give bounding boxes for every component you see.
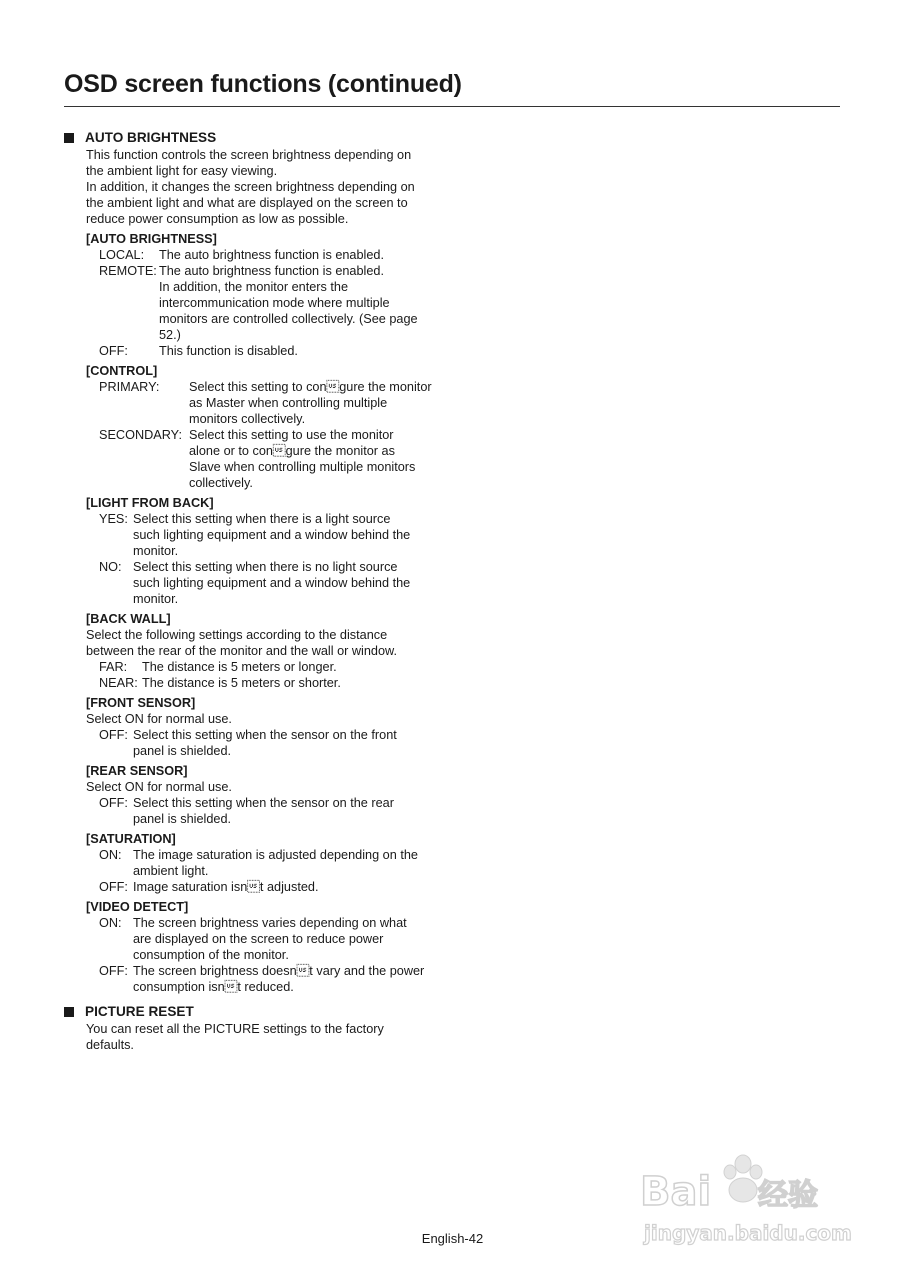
option-desc bbox=[133, 963, 444, 995]
option-off bbox=[99, 727, 444, 759]
option-on bbox=[99, 915, 444, 963]
option-desc: Image saturation isn t adjusted. bbox=[133, 880, 319, 894]
option-on bbox=[99, 847, 444, 879]
desc-line: Select this setting when there is no light source bbox=[133, 560, 398, 574]
option-secondary bbox=[99, 427, 444, 491]
back-wall-options bbox=[86, 659, 444, 691]
svg-text:经验: 经验 bbox=[758, 1178, 818, 1213]
option-desc bbox=[133, 511, 444, 559]
video-detect-options bbox=[86, 915, 444, 995]
desc-line: such lighting equipment and a window behind the bbox=[133, 528, 411, 542]
saturation-options bbox=[86, 847, 444, 895]
content-column bbox=[64, 129, 444, 1053]
desc-line: The screen brightness doesn t vary and the power bbox=[133, 964, 425, 978]
title-rule bbox=[64, 106, 840, 107]
subheading-back-wall: [BACK WALL] bbox=[86, 612, 171, 626]
picture-reset-body bbox=[64, 1021, 444, 1053]
option-term: OFF: bbox=[99, 344, 128, 358]
option-term: REMOTE: bbox=[99, 264, 157, 278]
desc-line: 52.) bbox=[159, 328, 181, 342]
option-primary bbox=[99, 379, 444, 427]
option-desc bbox=[133, 847, 444, 879]
desc-line: monitor. bbox=[133, 544, 179, 558]
option-off bbox=[99, 879, 444, 895]
intro-line: Select ON for normal use. bbox=[86, 780, 232, 794]
desc-line: intercommunication mode where multiple bbox=[159, 296, 390, 310]
body-line: You can reset all the PICTURE settings to the factory bbox=[86, 1022, 384, 1036]
option-desc: The distance is 5 meters or shorter. bbox=[142, 676, 341, 690]
option-yes bbox=[99, 511, 444, 559]
option-desc bbox=[189, 379, 444, 427]
section-heading-auto-brightness bbox=[64, 129, 444, 147]
square-bullet-icon bbox=[64, 1007, 74, 1017]
square-bullet-icon bbox=[64, 133, 74, 143]
option-off bbox=[99, 795, 444, 827]
light-from-back-options bbox=[86, 511, 444, 607]
subheading-saturation: [SATURATION] bbox=[86, 832, 176, 846]
subheading-rear-sensor: [REAR SENSOR] bbox=[86, 764, 188, 778]
option-term: ON: bbox=[99, 848, 122, 862]
option-term: OFF: bbox=[99, 728, 128, 742]
option-term: FAR: bbox=[99, 660, 128, 674]
desc-line: Select this setting when there is a light source bbox=[133, 512, 391, 526]
option-desc: The distance is 5 meters or longer. bbox=[142, 660, 337, 674]
control-options bbox=[86, 379, 444, 491]
option-term: LOCAL: bbox=[99, 248, 145, 262]
page-number: English-42 bbox=[421, 1231, 484, 1246]
desc-line: monitors collectively. bbox=[189, 412, 306, 426]
subheading-video-detect: [VIDEO DETECT] bbox=[86, 900, 189, 914]
svg-text:jingyan.baidu.com: jingyan.baidu.com bbox=[644, 1221, 852, 1245]
desc-line: Slave when controlling multiple monitors bbox=[189, 460, 416, 474]
option-off bbox=[99, 343, 444, 359]
intro-line: between the rear of the monitor and the wall or window. bbox=[86, 644, 398, 658]
option-local bbox=[99, 247, 444, 263]
desc-line: In addition, the monitor enters the bbox=[159, 280, 349, 294]
svg-text:Bai: Bai bbox=[640, 1169, 712, 1215]
intro-line: reduce power consumption as low as possible. bbox=[86, 212, 349, 226]
desc-line: consumption isn t reduced. bbox=[133, 980, 294, 994]
page-title: OSD screen functions (continued) bbox=[64, 70, 462, 98]
desc-line: Select this setting to use the monitor bbox=[189, 428, 394, 442]
option-remote bbox=[99, 263, 444, 343]
desc-line: The image saturation is adjusted depending on the bbox=[133, 848, 418, 862]
desc-line: monitors are controlled collectively. (See page bbox=[159, 312, 418, 326]
option-term: PRIMARY: bbox=[99, 380, 160, 394]
desc-line: collectively. bbox=[189, 476, 253, 490]
intro-line: Select the following settings according to the distance bbox=[86, 628, 388, 642]
desc-line: as Master when controlling multiple bbox=[189, 396, 388, 410]
option-no bbox=[99, 559, 444, 607]
option-desc: The auto brightness function is enabled. bbox=[159, 248, 384, 262]
option-term: SECONDARY: bbox=[99, 428, 182, 442]
subheading-control: [CONTROL] bbox=[86, 364, 158, 378]
option-desc bbox=[133, 795, 444, 827]
option-desc bbox=[159, 263, 444, 343]
option-far bbox=[99, 659, 444, 675]
option-desc bbox=[189, 427, 444, 491]
desc-line: panel is shielded. bbox=[133, 812, 232, 826]
option-term: NEAR: bbox=[99, 676, 138, 690]
section-heading-text: PICTURE RESET bbox=[85, 1004, 194, 1019]
desc-line: The auto brightness function is enabled. bbox=[159, 264, 384, 278]
option-term: OFF: bbox=[99, 880, 128, 894]
option-desc bbox=[133, 559, 444, 607]
subheading-auto-brightness: [AUTO BRIGHTNESS] bbox=[86, 232, 217, 246]
desc-line: alone or to con gure the monitor as bbox=[189, 444, 395, 458]
desc-line: The screen brightness varies depending on what bbox=[133, 916, 407, 930]
intro-line: the ambient light and what are displayed on the screen to bbox=[86, 196, 408, 210]
section-heading-text: AUTO BRIGHTNESS bbox=[85, 130, 217, 145]
option-off bbox=[99, 963, 444, 995]
option-near bbox=[99, 675, 444, 691]
subheading-light-from-back: [LIGHT FROM BACK] bbox=[86, 496, 214, 510]
section-heading-picture-reset bbox=[64, 1003, 444, 1021]
desc-line: such lighting equipment and a window behind the bbox=[133, 576, 411, 590]
intro-line: In addition, it changes the screen brightness depending on bbox=[86, 180, 415, 194]
desc-line: are displayed on the screen to reduce power bbox=[133, 932, 384, 946]
option-desc bbox=[133, 727, 444, 759]
option-desc: This function is disabled. bbox=[159, 344, 298, 358]
option-term: OFF: bbox=[99, 796, 128, 810]
desc-line: monitor. bbox=[133, 592, 179, 606]
option-term: YES: bbox=[99, 512, 128, 526]
desc-line: consumption of the monitor. bbox=[133, 948, 289, 962]
option-term: NO: bbox=[99, 560, 122, 574]
desc-line: ambient light. bbox=[133, 864, 209, 878]
intro-line: This function controls the screen brightness depending on bbox=[86, 148, 412, 162]
subheading-front-sensor: [FRONT SENSOR] bbox=[86, 696, 196, 710]
rear-sensor-options bbox=[86, 795, 444, 827]
desc-line: panel is shielded. bbox=[133, 744, 232, 758]
desc-line: Select this setting when the sensor on the rear bbox=[133, 796, 394, 810]
intro-line: the ambient light for easy viewing. bbox=[86, 164, 278, 178]
option-term: OFF: bbox=[99, 964, 128, 978]
front-sensor-options bbox=[86, 727, 444, 759]
option-term: ON: bbox=[99, 916, 122, 930]
desc-line: Select this setting when the sensor on the front bbox=[133, 728, 397, 742]
option-desc bbox=[133, 915, 444, 963]
body-line: defaults. bbox=[86, 1038, 134, 1052]
intro-line: Select ON for normal use. bbox=[86, 712, 232, 726]
auto-brightness-body bbox=[64, 147, 444, 995]
desc-line: Select this setting to con gure the monitor bbox=[189, 380, 432, 394]
auto-brightness-options bbox=[86, 247, 444, 359]
